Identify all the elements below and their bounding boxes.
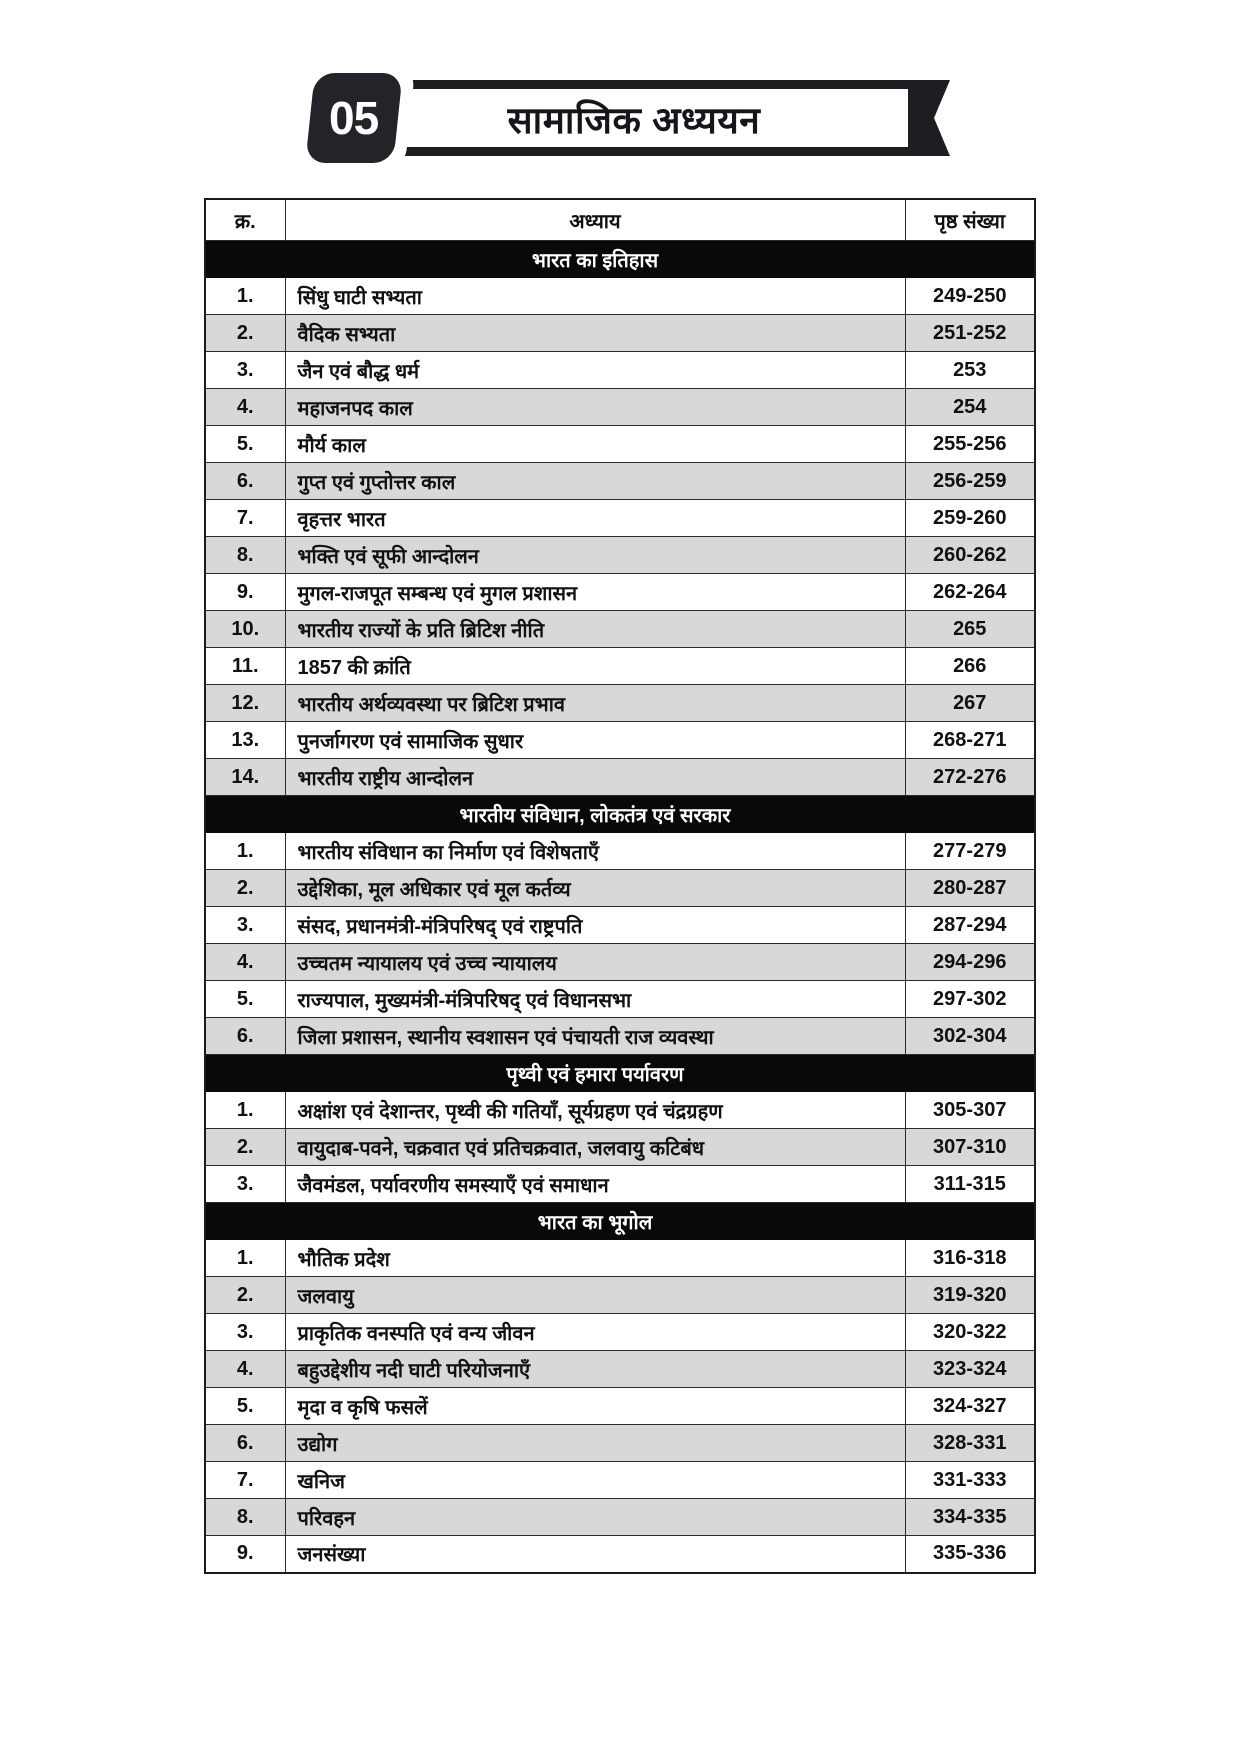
section-header-pad-right <box>905 241 1035 278</box>
row-page-range: 334-335 <box>905 1499 1035 1536</box>
row-chapter-name[interactable]: मुगल-राजपूत सम्बन्ध एवं मुगल प्रशासन <box>285 574 905 611</box>
section-header-row <box>205 1203 1035 1240</box>
table-row[interactable] <box>205 352 1035 389</box>
row-chapter-name[interactable]: राज्यपाल, मुख्यमंत्री-मंत्रिपरिषद् एवं विधानसभा <box>285 981 905 1018</box>
page-title: सामाजिक अध्ययन <box>507 99 761 141</box>
row-serial-number: 6. <box>205 1425 285 1462</box>
row-chapter-name[interactable]: गुप्त एवं गुप्तोत्तर काल <box>285 463 905 500</box>
section-header-pad-left <box>205 241 285 278</box>
row-serial-number: 3. <box>205 1314 285 1351</box>
table-row[interactable] <box>205 611 1035 648</box>
row-page-range: 302-304 <box>905 1018 1035 1055</box>
row-serial-number: 4. <box>205 389 285 426</box>
row-chapter-name[interactable]: बहुउद्देशीय नदी घाटी परियोजनाएँ <box>285 1351 905 1388</box>
row-chapter-name[interactable]: खनिज <box>285 1462 905 1499</box>
row-serial-number: 4. <box>205 944 285 981</box>
table-row[interactable] <box>205 537 1035 574</box>
table-row[interactable] <box>205 463 1035 500</box>
chapter-number-badge-inner <box>305 73 402 163</box>
row-chapter-name[interactable]: भारतीय राष्ट्रीय आन्दोलन <box>285 759 905 796</box>
row-serial-number: 2. <box>205 1129 285 1166</box>
row-chapter-name[interactable]: भारतीय अर्थव्यवस्था पर ब्रिटिश प्रभाव <box>285 685 905 722</box>
row-serial-number: 12. <box>205 685 285 722</box>
row-chapter-name[interactable]: जिला प्रशासन, स्थानीय स्वशासन एवं पंचायती राज व्यवस्था <box>285 1018 905 1055</box>
section-header-pad-right <box>905 796 1035 833</box>
table-row[interactable] <box>205 1388 1035 1425</box>
row-chapter-name[interactable]: उच्चतम न्यायालय एवं उच्च न्यायालय <box>285 944 905 981</box>
table-row[interactable] <box>205 759 1035 796</box>
row-chapter-name[interactable]: वृहत्तर भारत <box>285 500 905 537</box>
chapter-number: 05 <box>329 92 379 144</box>
row-page-range: 277-279 <box>905 833 1035 870</box>
row-chapter-name[interactable]: पुनर्जागरण एवं सामाजिक सुधार <box>285 722 905 759</box>
section-title: भारत का भूगोल <box>285 1203 905 1240</box>
table-row[interactable] <box>205 1462 1035 1499</box>
table-row[interactable] <box>205 1092 1035 1129</box>
row-chapter-name[interactable]: वैदिक सभ्यता <box>285 315 905 352</box>
table-row[interactable] <box>205 1277 1035 1314</box>
row-page-range: 272-276 <box>905 759 1035 796</box>
table-row[interactable] <box>205 648 1035 685</box>
row-chapter-name[interactable]: वायुदाब-पवने, चक्रवात एवं प्रतिचक्रवात, जलवायु कटिबंध <box>285 1129 905 1166</box>
row-page-range: 255-256 <box>905 426 1035 463</box>
chapter-header <box>0 62 1240 180</box>
row-page-range: 316-318 <box>905 1240 1035 1277</box>
row-page-range: 305-307 <box>905 1092 1035 1129</box>
section-header-row <box>205 796 1035 833</box>
row-serial-number: 7. <box>205 1462 285 1499</box>
row-chapter-name[interactable]: 1857 की क्रांति <box>285 648 905 685</box>
row-serial-number: 14. <box>205 759 285 796</box>
row-chapter-name[interactable]: अक्षांश एवं देशान्तर, पृथ्वी की गतियाँ, सूर्यग्रहण एवं चंद्रग्रहण <box>285 1092 905 1129</box>
row-page-range: 259-260 <box>905 500 1035 537</box>
row-serial-number: 8. <box>205 537 285 574</box>
row-page-range: 253 <box>905 352 1035 389</box>
row-chapter-name[interactable]: महाजनपद काल <box>285 389 905 426</box>
row-page-range: 319-320 <box>905 1277 1035 1314</box>
column-header-pages: पृष्ठ संख्या <box>905 199 1035 241</box>
row-page-range: 324-327 <box>905 1388 1035 1425</box>
row-page-range: 260-262 <box>905 537 1035 574</box>
row-serial-number: 3. <box>205 352 285 389</box>
row-serial-number: 1. <box>205 1240 285 1277</box>
row-serial-number: 1. <box>205 278 285 315</box>
row-page-range: 331-333 <box>905 1462 1035 1499</box>
section-header-pad-left <box>205 796 285 833</box>
table-row[interactable] <box>205 944 1035 981</box>
table-row[interactable] <box>205 1166 1035 1203</box>
section-header-pad-left <box>205 1055 285 1092</box>
row-serial-number: 5. <box>205 426 285 463</box>
row-page-range: 307-310 <box>905 1129 1035 1166</box>
row-chapter-name[interactable]: जलवायु <box>285 1277 905 1314</box>
row-page-range: 320-322 <box>905 1314 1035 1351</box>
table-body <box>205 241 1035 1573</box>
table-row[interactable] <box>205 907 1035 944</box>
table-header-row <box>205 199 1035 241</box>
section-header-row <box>205 1055 1035 1092</box>
row-page-range: 266 <box>905 648 1035 685</box>
row-serial-number: 6. <box>205 1018 285 1055</box>
table-row[interactable] <box>205 1425 1035 1462</box>
chapter-number-badge <box>294 62 414 174</box>
table-row[interactable] <box>205 389 1035 426</box>
row-page-range: 265 <box>905 611 1035 648</box>
row-serial-number: 4. <box>205 1351 285 1388</box>
table-row[interactable] <box>205 685 1035 722</box>
table-row[interactable] <box>205 833 1035 870</box>
row-chapter-name[interactable]: मौर्य काल <box>285 426 905 463</box>
row-page-range: 323-324 <box>905 1351 1035 1388</box>
row-chapter-name[interactable]: उद्देशिका, मूल अधिकार एवं मूल कर्तव्य <box>285 870 905 907</box>
table-row[interactable] <box>205 1129 1035 1166</box>
row-serial-number: 2. <box>205 1277 285 1314</box>
row-page-range: 328-331 <box>905 1425 1035 1462</box>
table-row[interactable] <box>205 1536 1035 1573</box>
row-page-range: 297-302 <box>905 981 1035 1018</box>
row-chapter-name[interactable]: मृदा व कृषि फसलें <box>285 1388 905 1425</box>
table-row[interactable] <box>205 278 1035 315</box>
row-serial-number: 3. <box>205 1166 285 1203</box>
table-row[interactable] <box>205 981 1035 1018</box>
table-row[interactable] <box>205 870 1035 907</box>
table-row[interactable] <box>205 1314 1035 1351</box>
row-page-range: 251-252 <box>905 315 1035 352</box>
row-serial-number: 11. <box>205 648 285 685</box>
row-page-range: 249-250 <box>905 278 1035 315</box>
row-chapter-name[interactable]: जैवमंडल, पर्यावरणीय समस्याएँ एवं समाधान <box>285 1166 905 1203</box>
section-title: भारतीय संविधान, लोकतंत्र एवं सरकार <box>285 796 905 833</box>
row-page-range: 287-294 <box>905 907 1035 944</box>
chapter-title-banner <box>330 80 920 156</box>
row-page-range: 280-287 <box>905 870 1035 907</box>
row-page-range: 254 <box>905 389 1035 426</box>
row-serial-number: 5. <box>205 981 285 1018</box>
row-page-range: 262-264 <box>905 574 1035 611</box>
section-header-pad-right <box>905 1203 1035 1240</box>
row-serial-number: 1. <box>205 1092 285 1129</box>
row-serial-number: 10. <box>205 611 285 648</box>
table-row[interactable] <box>205 574 1035 611</box>
column-header-sr: क्र. <box>205 199 285 241</box>
row-serial-number: 6. <box>205 463 285 500</box>
table-of-contents <box>204 198 1036 1574</box>
row-serial-number: 7. <box>205 500 285 537</box>
table-row[interactable] <box>205 500 1035 537</box>
row-page-range: 268-271 <box>905 722 1035 759</box>
row-page-range: 311-315 <box>905 1166 1035 1203</box>
row-chapter-name[interactable]: भौतिक प्रदेश <box>285 1240 905 1277</box>
row-serial-number: 2. <box>205 315 285 352</box>
section-title: भारत का इतिहास <box>285 241 905 278</box>
row-chapter-name[interactable]: परिवहन <box>285 1499 905 1536</box>
row-chapter-name[interactable]: भारतीय राज्यों के प्रति ब्रिटिश नीति <box>285 611 905 648</box>
table-row[interactable] <box>205 426 1035 463</box>
row-chapter-name[interactable]: जनसंख्या <box>285 1536 905 1573</box>
section-title: पृथ्वी एवं हमारा पर्यावरण <box>285 1055 905 1092</box>
row-chapter-name[interactable]: भक्ति एवं सूफी आन्दोलन <box>285 537 905 574</box>
row-chapter-name[interactable]: प्राकृतिक वनस्पति एवं वन्य जीवन <box>285 1314 905 1351</box>
row-serial-number: 9. <box>205 1536 285 1573</box>
row-page-range: 267 <box>905 685 1035 722</box>
section-header-pad-left <box>205 1203 285 1240</box>
table-row[interactable] <box>205 1018 1035 1055</box>
row-serial-number: 3. <box>205 907 285 944</box>
section-header-pad-right <box>905 1055 1035 1092</box>
table-row[interactable] <box>205 722 1035 759</box>
row-serial-number: 9. <box>205 574 285 611</box>
row-serial-number: 5. <box>205 1388 285 1425</box>
column-header-chapter: अध्याय <box>285 199 905 241</box>
table-header <box>205 199 1035 241</box>
row-page-range: 335-336 <box>905 1536 1035 1573</box>
section-header-row <box>205 241 1035 278</box>
table-row[interactable] <box>205 1499 1035 1536</box>
row-serial-number: 1. <box>205 833 285 870</box>
row-serial-number: 8. <box>205 1499 285 1536</box>
row-chapter-name[interactable]: भारतीय संविधान का निर्माण एवं विशेषताएँ <box>285 833 905 870</box>
row-serial-number: 2. <box>205 870 285 907</box>
row-page-range: 256-259 <box>905 463 1035 500</box>
row-chapter-name[interactable]: सिंधु घाटी सभ्यता <box>285 278 905 315</box>
table-row[interactable] <box>205 1240 1035 1277</box>
row-chapter-name[interactable]: उद्योग <box>285 1425 905 1462</box>
row-page-range: 294-296 <box>905 944 1035 981</box>
table-row[interactable] <box>205 1351 1035 1388</box>
table-row[interactable] <box>205 315 1035 352</box>
row-chapter-name[interactable]: जैन एवं बौद्ध धर्म <box>285 352 905 389</box>
row-chapter-name[interactable]: संसद, प्रधानमंत्री-मंत्रिपरिषद् एवं राष्ट्रपति <box>285 907 905 944</box>
row-serial-number: 13. <box>205 722 285 759</box>
